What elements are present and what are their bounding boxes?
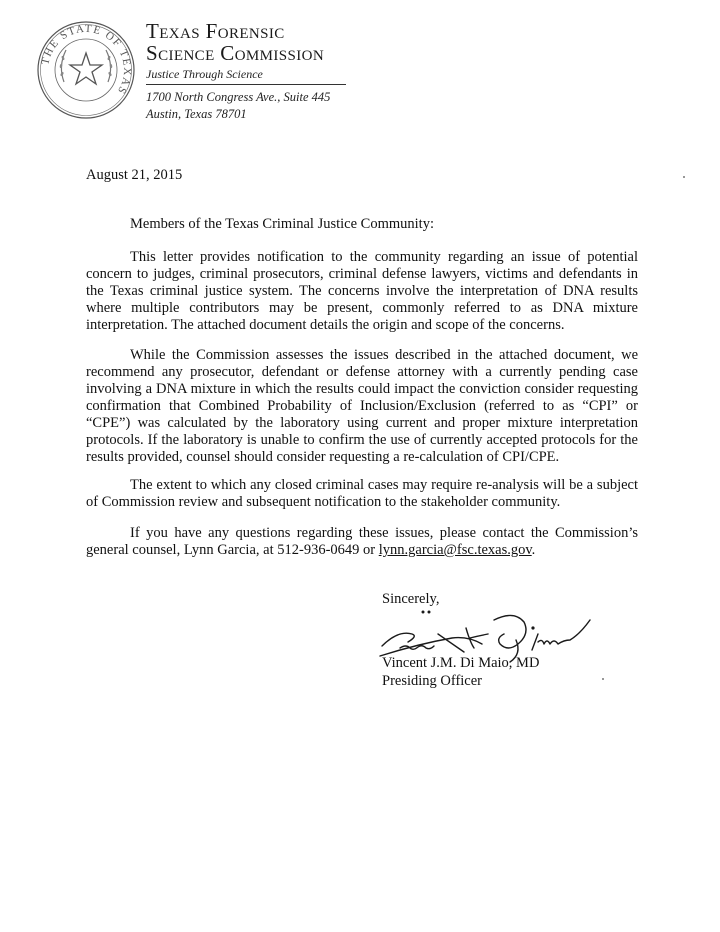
signer-name: Vincent J.M. Di Maio, MD xyxy=(382,655,540,671)
letterhead-divider xyxy=(146,84,346,85)
scan-speck xyxy=(602,678,604,680)
seal-text: THE STATE OF TEXAS xyxy=(39,22,134,97)
email-link[interactable]: lynn.garcia@fsc.texas.gov xyxy=(378,542,532,558)
address-line-2: Austin, Texas 78701 xyxy=(146,107,247,121)
paragraph-1: This letter provides notification to the community regarding an issue of potential concern to judges, criminal prosecutors, criminal defense lawyers, victims and defendants in the Texas criminal justice system. The concerns involve the interpretation of DNA results where multiple contributors may be present, commonly referred to as DNA mixture interpretation. The attached document details the origin and scope of the concerns. xyxy=(86,249,638,333)
paragraph-3: The extent to which any closed criminal cases may require re-analysis will be a subject of Commission review and subsequent notification to the stakeholder community. xyxy=(86,477,638,510)
closing: Sincerely, xyxy=(382,591,440,607)
paragraph-4-end: . xyxy=(531,542,536,558)
scan-speck xyxy=(683,176,685,178)
paragraph-4-text: If you have any questions regarding these issues, please contact the Commission’s general counsel, Lynn Garcia, at 512-936-0649 or xyxy=(86,525,638,558)
signer-block xyxy=(382,654,539,690)
texas-state-seal-icon xyxy=(36,20,136,120)
org-tagline: Justice Through Science xyxy=(146,67,263,81)
org-name-line-2: Science Commission xyxy=(146,41,325,65)
letterhead xyxy=(146,20,358,123)
letter-date: August 21, 2015 xyxy=(86,167,183,183)
paragraph-4 xyxy=(86,525,638,559)
signer-title: Presiding Officer xyxy=(382,673,482,689)
org-name-line-1: Texas Forensic xyxy=(146,19,285,43)
svg-text:THE STATE OF TEXAS xyxy=(39,23,133,97)
letter-salutation: Members of the Texas Criminal Justice Community: xyxy=(130,216,434,232)
paragraph-2: While the Commission assesses the issues described in the attached document, we recommend any prosecutor, defendant or defense attorney with a currently pending case involving a DNA mixture in which the results could impact the conviction consider requesting confirmation that Combined Probability of Inclusion/Exclusion (referred to as “CPI” or “CPE”) was calculated by the laboratory using current and proper mixture interpretation protocols. If the laboratory is unable to confirm the use of currently accepted protocols for the results provided, counsel should consider requesting a re-calculation of CPI/CPE. xyxy=(86,347,638,465)
address-line-1: 1700 North Congress Ave., Suite 445 xyxy=(146,90,331,104)
